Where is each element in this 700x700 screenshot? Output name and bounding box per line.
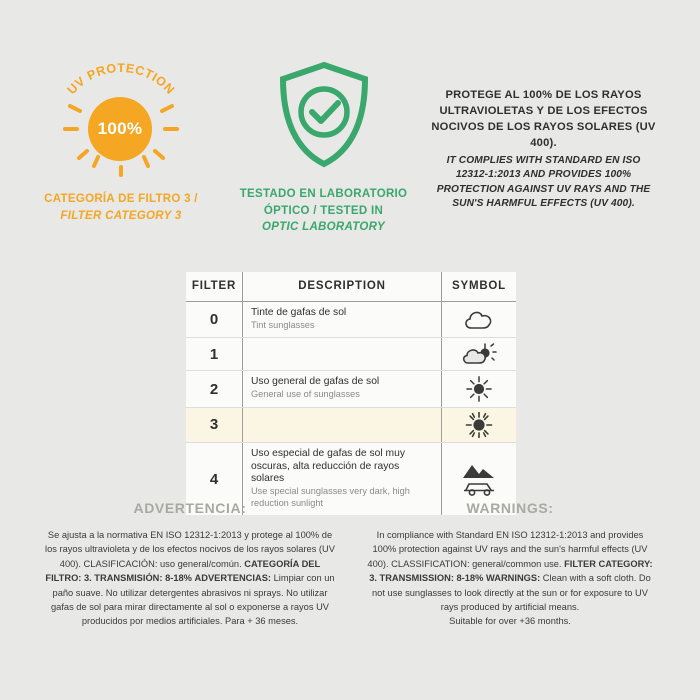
lab-caption-line1: TESTADO EN LABORATORIO (239, 188, 408, 200)
header-filter: FILTER (186, 272, 243, 302)
intro-text-en: IT COMPLIES WITH STANDARD EN ISO 12312-1:2013 AND PROVIDES 100% PROTECTION AGAINST UV RAYS AND THE SUN'S HARMFUL EFFECTS (UV 400). (436, 154, 651, 210)
sun-behind-cloud-icon (442, 338, 517, 371)
lab-caption-line2: ÓPTICO / TESTED IN (263, 204, 384, 217)
intro-text-block (431, 52, 656, 212)
row-description-en: Use special sunglasses very dark, high reduction sunlight (251, 486, 410, 508)
shield-check-icon (276, 60, 372, 170)
table-row (186, 407, 516, 442)
cloud-icon (442, 302, 517, 338)
svg-text:UV PROTECTION: UV PROTECTION (64, 62, 178, 98)
warnings-en-p3: Clean with a soft cloth. Do not use sunglasses to look directly at the sun or for exposure to UV rays produced by artificial means. (372, 573, 651, 613)
uv-percentage: 100% (88, 97, 152, 161)
filter-category-en: FILTER CATEGORY 3 (60, 209, 182, 222)
top-badges-row (0, 0, 700, 236)
row-filter-number: 1 (186, 338, 243, 371)
bright-sun-icon (442, 407, 517, 442)
table-row (186, 302, 516, 338)
warnings-title-en: WARNINGS: (466, 500, 554, 516)
table-row (186, 371, 516, 407)
uv-protection-badge (26, 52, 216, 224)
warnings-body-en (364, 528, 656, 629)
row-filter-number: 4 (209, 470, 219, 488)
warnings-body-es (44, 528, 336, 629)
row-filter-number: 3 (186, 407, 243, 442)
warnings-section (0, 500, 700, 629)
row-filter-number: 0 (186, 302, 243, 338)
warnings-es-p1: Se ajusta a la normativa EN ISO 12312-1:2013 y protege al 100% de los rayos ultravioleta y de los efectos nocivos de los rayos solares (UV 400). CLASIFICACIÓN: uso general/común. (45, 530, 335, 569)
filter-category-es: CATEGORÍA DE FILTRO 3 / (44, 193, 198, 205)
row-description-es: Uso especial de gafas de sol muy oscuras, alta reducción de rayos solares (251, 447, 405, 485)
header-symbol: SYMBOL (442, 272, 517, 302)
filter-table (186, 272, 516, 515)
row-description-es: Uso general de gafas de sol (251, 376, 380, 388)
warnings-english (350, 500, 670, 629)
row-description-en: Tint sunglasses (251, 319, 315, 330)
warnings-es-p2: CATEGORÍA DEL FILTRO: 3. TRANSMISIÓN: 8-18% (45, 558, 321, 584)
warnings-en-p2: FILTER CATEGORY: 3. TRANSMISSION: 8-18% (369, 558, 653, 584)
warnings-spanish (30, 500, 350, 629)
intro-text-es: PROTEGE AL 100% DE LOS RAYOS ULTRAVIOLETAS Y DE LOS EFECTOS NOCIVOS DE LOS RAYOS SOLARES (UV 400). (431, 89, 656, 149)
table-row (186, 338, 516, 371)
row-description (243, 407, 442, 442)
lab-tested-caption (216, 186, 431, 236)
row-description-en: General use of sunglasses (251, 389, 360, 400)
row-description-es: Tinte de gafas de sol (251, 307, 347, 318)
row-description (243, 302, 442, 338)
filter-category-caption (26, 191, 216, 224)
warnings-en-p1: In compliance with Standard EN ISO 12312-1:2013 and provides 100% protection against UV rays and the sun's harmful effects (UV 400). CLASSIFICATION: general/common use. (367, 530, 648, 569)
warnings-es-p3: Limpiar con un paño suave. No utilizar detergentes abrasivos ni sprays. No utilizar gafas de sol para mirar directamente al sol o exponerse a rayos UV producidos por medios artificiales. Para + 36 meses. (50, 573, 335, 627)
warnings-es-p3-label: ADVERTENCIAS: (194, 573, 271, 584)
lab-caption-line3: OPTIC LABORATORY (261, 221, 385, 234)
row-filter-number: 2 (186, 371, 243, 407)
warnings-title-es: ADVERTENCIA: (133, 500, 247, 516)
warnings-en-p3-label: WARNINGS: (485, 573, 541, 584)
table-header-row (186, 272, 516, 302)
sun-icon (46, 62, 196, 177)
warnings-en-p4: Suitable for over +36 months. (449, 616, 571, 627)
sun-icon (442, 371, 517, 407)
lab-tested-badge (216, 52, 431, 236)
row-description (243, 371, 442, 407)
row-description (243, 338, 442, 371)
header-description: DESCRIPTION (243, 272, 442, 302)
